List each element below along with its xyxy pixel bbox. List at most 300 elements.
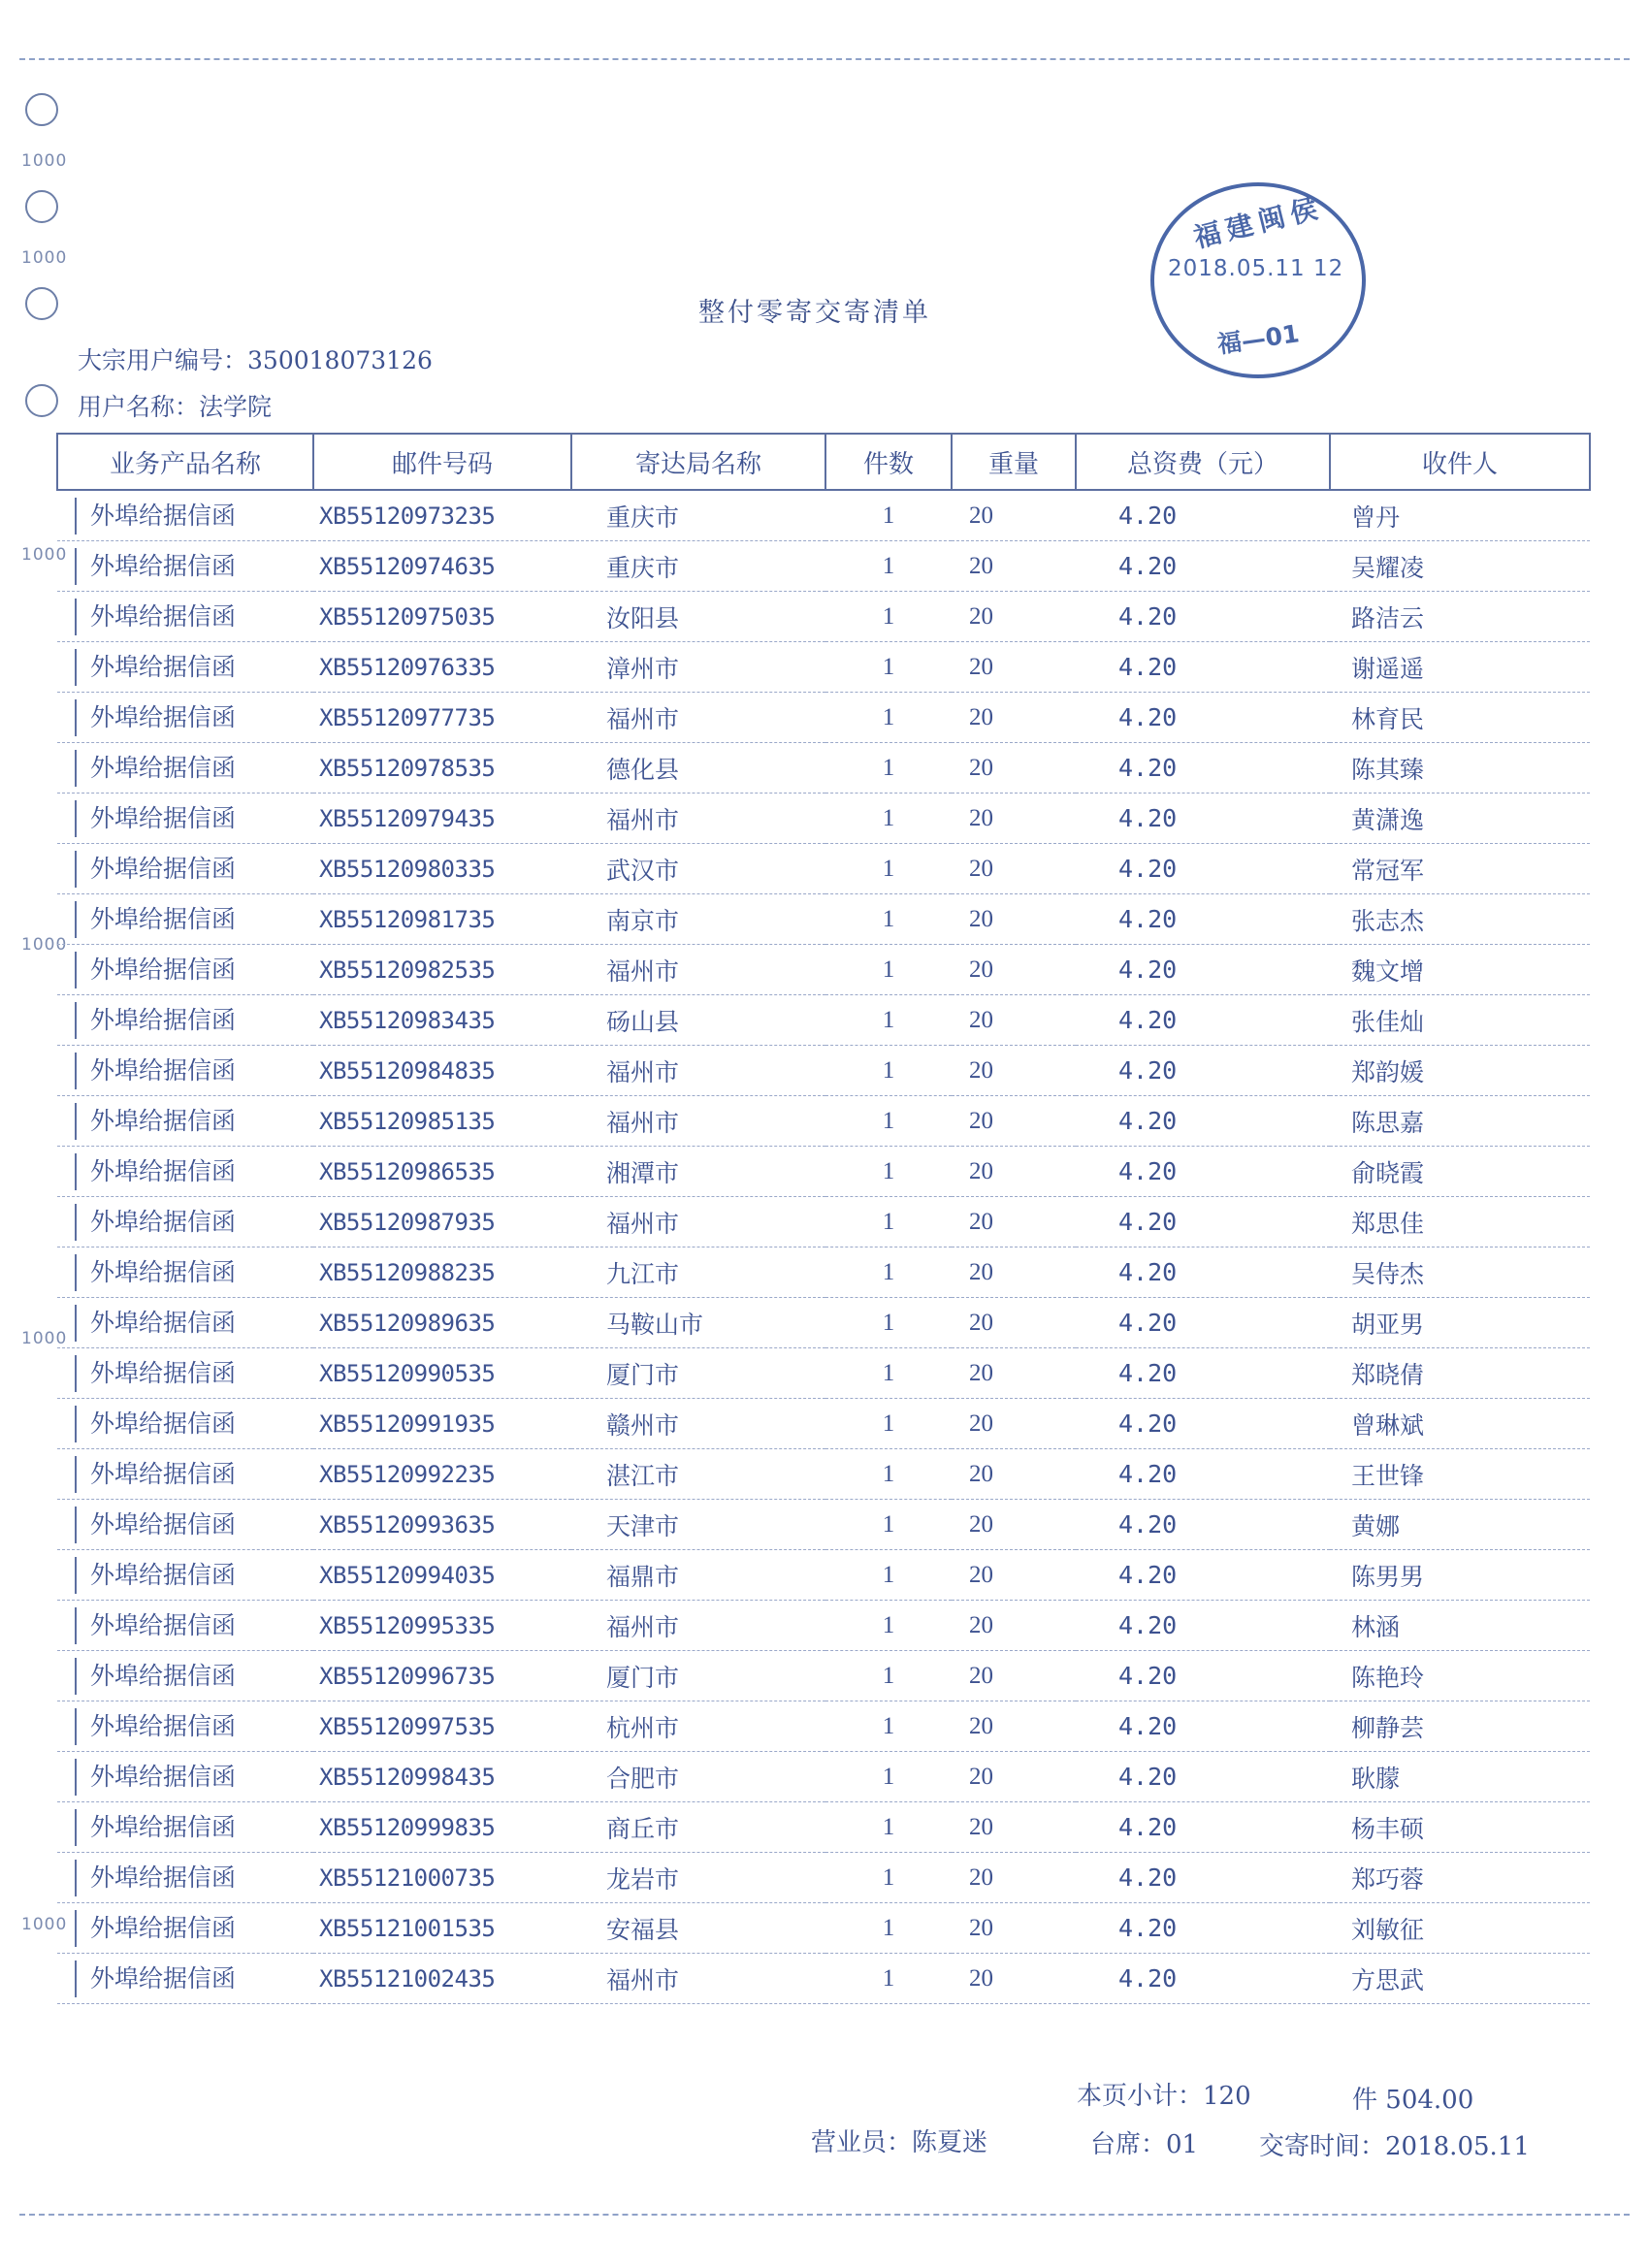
weight-cell: 20 — [952, 1449, 1076, 1500]
recipient-cell: 林涵 — [1330, 1601, 1590, 1651]
product-name-cell — [57, 1550, 313, 1601]
table-row — [57, 1903, 1590, 1954]
table-row — [57, 693, 1590, 743]
destination-cell: 重庆市 — [571, 541, 825, 592]
product-name-cell — [57, 1701, 313, 1752]
account-label: 大宗用户编号： — [78, 346, 248, 374]
pieces-cell: 1 — [825, 1802, 952, 1853]
weight-cell: 20 — [952, 995, 1076, 1046]
pieces-cell: 1 — [825, 794, 952, 844]
product-name-cell — [57, 995, 313, 1046]
postage-cell: 4.20 — [1076, 1500, 1330, 1550]
recipient-cell: 刘敏征 — [1330, 1903, 1590, 1954]
weight-cell: 20 — [952, 1298, 1076, 1348]
subtotal-count: 120 — [1203, 2082, 1251, 2111]
pieces-cell: 1 — [825, 592, 952, 642]
counter-info — [1090, 2124, 1198, 2160]
product-name-text: 外埠给据信函 — [75, 1607, 236, 1644]
table-row — [57, 945, 1590, 995]
table-row — [57, 995, 1590, 1046]
perforation-top — [19, 58, 1630, 60]
destination-cell: 重庆市 — [571, 490, 825, 541]
table-row — [57, 1550, 1590, 1601]
postage-cell: 4.20 — [1076, 592, 1330, 642]
destination-cell: 漳州市 — [571, 642, 825, 693]
clerk-value: 陈夏迷 — [912, 2128, 988, 2157]
postage-cell: 4.20 — [1076, 894, 1330, 945]
mail-number-cell: XB55120981735 — [313, 894, 571, 945]
column-header: 件数 — [825, 434, 952, 490]
postage-cell: 4.20 — [1076, 1601, 1330, 1651]
destination-cell: 赣州市 — [571, 1399, 825, 1449]
pieces-cell: 1 — [825, 945, 952, 995]
destination-cell: 武汉市 — [571, 844, 825, 894]
destination-cell: 汝阳县 — [571, 592, 825, 642]
postage-cell: 4.20 — [1076, 945, 1330, 995]
postmark-stamp — [1150, 182, 1366, 378]
product-name-cell — [57, 1046, 313, 1096]
product-name-text: 外埠给据信函 — [75, 498, 236, 535]
table-row — [57, 1046, 1590, 1096]
weight-cell: 20 — [952, 894, 1076, 945]
product-name-cell — [57, 1399, 313, 1449]
stamp-counter-text: 福—01 — [1215, 319, 1302, 359]
mail-number-cell: XB55120984835 — [313, 1046, 571, 1096]
product-name-cell — [57, 794, 313, 844]
recipient-cell: 魏文增 — [1330, 945, 1590, 995]
product-name-text: 外埠给据信函 — [75, 1355, 236, 1392]
weight-cell: 20 — [952, 1802, 1076, 1853]
user-name-line — [78, 388, 272, 423]
page-subtotal — [1077, 2076, 1251, 2112]
mail-number-cell: XB55120986535 — [313, 1147, 571, 1197]
postage-cell: 4.20 — [1076, 1701, 1330, 1752]
recipient-cell: 黄娜 — [1330, 1500, 1590, 1550]
account-number-line — [78, 341, 433, 376]
recipient-cell: 杨丰硕 — [1330, 1802, 1590, 1853]
pieces-cell: 1 — [825, 894, 952, 945]
clerk-label: 营业员： — [811, 2128, 913, 2157]
product-name-cell — [57, 894, 313, 945]
weight-cell: 20 — [952, 1197, 1076, 1247]
mail-number-cell: XB55120993635 — [313, 1500, 571, 1550]
weight-cell: 20 — [952, 945, 1076, 995]
product-name-text: 外埠给据信函 — [75, 1708, 236, 1745]
tractor-hole — [25, 93, 58, 126]
weight-cell: 20 — [952, 1601, 1076, 1651]
mail-number-cell: XB55120991935 — [313, 1399, 571, 1449]
product-name-cell — [57, 1853, 313, 1903]
tractor-hole — [25, 190, 58, 223]
destination-cell: 商丘市 — [571, 1802, 825, 1853]
mail-number-cell: XB55120974635 — [313, 541, 571, 592]
pieces-cell: 1 — [825, 1601, 952, 1651]
tractor-hole — [25, 384, 58, 417]
mail-number-cell: XB55120997535 — [313, 1701, 571, 1752]
mail-number-cell: XB55120978535 — [313, 743, 571, 794]
pieces-cell: 1 — [825, 995, 952, 1046]
table-row — [57, 1752, 1590, 1802]
recipient-cell: 曾丹 — [1330, 490, 1590, 541]
product-name-text: 外埠给据信函 — [75, 1305, 236, 1342]
weight-cell: 20 — [952, 541, 1076, 592]
recipient-cell: 胡亚男 — [1330, 1298, 1590, 1348]
pieces-cell: 1 — [825, 1096, 952, 1147]
pieces-cell: 1 — [825, 1550, 952, 1601]
weight-cell: 20 — [952, 1046, 1076, 1096]
postage-cell: 4.20 — [1076, 1449, 1330, 1500]
product-name-text: 外埠给据信函 — [75, 1809, 236, 1846]
destination-cell: 马鞍山市 — [571, 1298, 825, 1348]
margin-mark: 1000 — [21, 248, 68, 268]
pieces-cell: 1 — [825, 844, 952, 894]
mail-number-cell: XB55120987935 — [313, 1197, 571, 1247]
user-label: 用户名称： — [78, 393, 200, 421]
destination-cell: 福州市 — [571, 945, 825, 995]
postage-cell: 4.20 — [1076, 1399, 1330, 1449]
recipient-cell: 吴侍杰 — [1330, 1247, 1590, 1298]
clerk-info — [811, 2122, 987, 2158]
weight-cell: 20 — [952, 1096, 1076, 1147]
table-row — [57, 541, 1590, 592]
table-row — [57, 642, 1590, 693]
posting-time-label: 交寄时间： — [1259, 2132, 1386, 2161]
posting-time-info — [1259, 2126, 1530, 2162]
recipient-cell: 林育民 — [1330, 693, 1590, 743]
weight-cell: 20 — [952, 1500, 1076, 1550]
pieces-cell: 1 — [825, 1500, 952, 1550]
table-row — [57, 1348, 1590, 1399]
postage-cell: 4.20 — [1076, 541, 1330, 592]
tractor-hole — [25, 287, 58, 320]
postage-cell: 4.20 — [1076, 1651, 1330, 1701]
pieces-cell: 1 — [825, 1399, 952, 1449]
pieces-cell: 1 — [825, 1298, 952, 1348]
product-name-cell — [57, 1197, 313, 1247]
product-name-cell — [57, 1247, 313, 1298]
product-name-text: 外埠给据信函 — [75, 1860, 236, 1896]
pieces-cell: 1 — [825, 1147, 952, 1197]
recipient-cell: 陈其臻 — [1330, 743, 1590, 794]
mail-number-cell: XB55120985135 — [313, 1096, 571, 1147]
product-name-cell — [57, 1651, 313, 1701]
product-name-cell — [57, 1903, 313, 1954]
destination-cell: 合肥市 — [571, 1752, 825, 1802]
recipient-cell: 黄潇逸 — [1330, 794, 1590, 844]
destination-cell: 福州市 — [571, 1954, 825, 2004]
destination-cell: 福州市 — [571, 1096, 825, 1147]
postage-cell: 4.20 — [1076, 794, 1330, 844]
product-name-text: 外埠给据信函 — [75, 1557, 236, 1594]
recipient-cell: 陈思嘉 — [1330, 1096, 1590, 1147]
mail-items-table — [56, 433, 1591, 2004]
weight-cell: 20 — [952, 1701, 1076, 1752]
column-header: 总资费（元） — [1076, 434, 1330, 490]
table-row — [57, 1701, 1590, 1752]
table-row — [57, 1247, 1590, 1298]
weight-cell: 20 — [952, 490, 1076, 541]
weight-cell: 20 — [952, 1954, 1076, 2004]
user-value: 法学院 — [199, 393, 273, 421]
recipient-cell: 郑思佳 — [1330, 1197, 1590, 1247]
postage-cell: 4.20 — [1076, 1247, 1330, 1298]
weight-cell: 20 — [952, 844, 1076, 894]
weight-cell: 20 — [952, 693, 1076, 743]
column-header: 业务产品名称 — [57, 434, 313, 490]
recipient-cell: 耿朦 — [1330, 1752, 1590, 1802]
product-name-cell — [57, 945, 313, 995]
destination-cell: 龙岩市 — [571, 1853, 825, 1903]
product-name-cell — [57, 1449, 313, 1500]
postage-cell: 4.20 — [1076, 490, 1330, 541]
destination-cell: 九江市 — [571, 1247, 825, 1298]
pieces-cell: 1 — [825, 1903, 952, 1954]
table-row — [57, 1197, 1590, 1247]
product-name-text: 外埠给据信函 — [75, 1406, 236, 1442]
recipient-cell: 俞晓霞 — [1330, 1147, 1590, 1197]
postage-cell: 4.20 — [1076, 1348, 1330, 1399]
product-name-text: 外埠给据信函 — [75, 548, 236, 585]
table-row — [57, 894, 1590, 945]
mail-number-cell: XB55120989635 — [313, 1298, 571, 1348]
postage-cell: 4.20 — [1076, 642, 1330, 693]
column-header: 重量 — [952, 434, 1076, 490]
table-row — [57, 1651, 1590, 1701]
product-name-text: 外埠给据信函 — [75, 1254, 236, 1291]
recipient-cell: 吴耀凌 — [1330, 541, 1590, 592]
product-name-text: 外埠给据信函 — [75, 1759, 236, 1796]
mail-number-cell: XB55120973235 — [313, 490, 571, 541]
postage-cell: 4.20 — [1076, 743, 1330, 794]
mail-number-cell: XB55120992235 — [313, 1449, 571, 1500]
recipient-cell: 郑巧蓉 — [1330, 1853, 1590, 1903]
table-row — [57, 1298, 1590, 1348]
destination-cell: 德化县 — [571, 743, 825, 794]
mail-number-cell: XB55120999835 — [313, 1802, 571, 1853]
weight-cell: 20 — [952, 1147, 1076, 1197]
table-row — [57, 1096, 1590, 1147]
destination-cell: 砀山县 — [571, 995, 825, 1046]
table-row — [57, 1449, 1590, 1500]
product-name-text: 外埠给据信函 — [75, 1910, 236, 1947]
margin-mark: 1000 — [21, 1915, 68, 1934]
product-name-cell — [57, 1752, 313, 1802]
postage-cell: 4.20 — [1076, 1298, 1330, 1348]
mail-number-cell: XB55120988235 — [313, 1247, 571, 1298]
destination-cell: 福州市 — [571, 693, 825, 743]
margin-mark: 1000 — [21, 545, 68, 565]
pieces-cell: 1 — [825, 1954, 952, 2004]
product-name-cell — [57, 743, 313, 794]
product-name-cell — [57, 693, 313, 743]
mail-number-cell: XB55120995335 — [313, 1601, 571, 1651]
postage-cell: 4.20 — [1076, 995, 1330, 1046]
table-row — [57, 794, 1590, 844]
product-name-text: 外埠给据信函 — [75, 1658, 236, 1695]
mail-number-cell: XB55120998435 — [313, 1752, 571, 1802]
postage-cell: 4.20 — [1076, 1954, 1330, 2004]
table-row — [57, 490, 1590, 541]
recipient-cell: 陈男男 — [1330, 1550, 1590, 1601]
destination-cell: 杭州市 — [571, 1701, 825, 1752]
postage-cell: 4.20 — [1076, 1853, 1330, 1903]
product-name-text: 外埠给据信函 — [75, 599, 236, 635]
product-name-text: 外埠给据信函 — [75, 1960, 236, 1997]
postage-cell: 4.20 — [1076, 1147, 1330, 1197]
product-name-text: 外埠给据信函 — [75, 901, 236, 938]
product-name-cell — [57, 1298, 313, 1348]
postage-cell: 4.20 — [1076, 693, 1330, 743]
pieces-cell: 1 — [825, 1197, 952, 1247]
product-name-text: 外埠给据信函 — [75, 800, 236, 837]
product-name-cell — [57, 1601, 313, 1651]
pieces-cell: 1 — [825, 1752, 952, 1802]
product-name-cell — [57, 1802, 313, 1853]
destination-cell: 福鼎市 — [571, 1550, 825, 1601]
recipient-cell: 曾琳斌 — [1330, 1399, 1590, 1449]
destination-cell: 福州市 — [571, 1601, 825, 1651]
margin-mark: 1000 — [21, 1329, 68, 1348]
mail-number-cell: XB55120990535 — [313, 1348, 571, 1399]
stamp-office-text: 福建闽侯 — [1190, 190, 1327, 254]
counter-label: 台席： — [1090, 2130, 1167, 2159]
postage-cell: 4.20 — [1076, 1752, 1330, 1802]
product-name-text: 外埠给据信函 — [75, 1002, 236, 1039]
table-row — [57, 1954, 1590, 2004]
margin-mark: 1000 — [21, 935, 68, 955]
destination-cell: 福州市 — [571, 1197, 825, 1247]
postage-cell: 4.20 — [1076, 1550, 1330, 1601]
product-name-cell — [57, 592, 313, 642]
weight-cell: 20 — [952, 1247, 1076, 1298]
mail-number-cell: XB55121002435 — [313, 1954, 571, 2004]
pieces-cell: 1 — [825, 1046, 952, 1096]
postage-cell: 4.20 — [1076, 844, 1330, 894]
pieces-cell: 1 — [825, 490, 952, 541]
product-name-text: 外埠给据信函 — [75, 952, 236, 988]
recipient-cell: 王世锋 — [1330, 1449, 1590, 1500]
table-row — [57, 1802, 1590, 1853]
account-value: 350018073126 — [247, 346, 433, 374]
mail-number-cell: XB55120996735 — [313, 1651, 571, 1701]
product-name-text: 外埠给据信函 — [75, 1507, 236, 1543]
pieces-cell: 1 — [825, 1449, 952, 1500]
product-name-cell — [57, 1954, 313, 2004]
mail-number-cell: XB55120977735 — [313, 693, 571, 743]
pieces-cell: 1 — [825, 1651, 952, 1701]
postage-cell: 4.20 — [1076, 1903, 1330, 1954]
destination-cell: 厦门市 — [571, 1651, 825, 1701]
product-name-cell — [57, 1147, 313, 1197]
table-row — [57, 844, 1590, 894]
pieces-cell: 1 — [825, 541, 952, 592]
column-header: 寄达局名称 — [571, 434, 825, 490]
recipient-cell: 路洁云 — [1330, 592, 1590, 642]
recipient-cell: 张佳灿 — [1330, 995, 1590, 1046]
pieces-cell: 1 — [825, 743, 952, 794]
table-row — [57, 1853, 1590, 1903]
product-name-text: 外埠给据信函 — [75, 750, 236, 787]
table-row — [57, 1500, 1590, 1550]
recipient-cell: 郑韵媛 — [1330, 1046, 1590, 1096]
pieces-cell: 1 — [825, 642, 952, 693]
table-row — [57, 1601, 1590, 1651]
product-name-text: 外埠给据信函 — [75, 1053, 236, 1089]
product-name-text: 外埠给据信函 — [75, 1456, 236, 1493]
subtotal-amount-group — [1352, 2080, 1473, 2116]
column-header: 收件人 — [1330, 434, 1590, 490]
mail-number-cell: XB55120979435 — [313, 794, 571, 844]
column-header: 邮件号码 — [313, 434, 571, 490]
postage-cell: 4.20 — [1076, 1802, 1330, 1853]
weight-cell: 20 — [952, 592, 1076, 642]
margin-mark: 1000 — [21, 151, 68, 171]
product-name-cell — [57, 642, 313, 693]
weight-cell: 20 — [952, 743, 1076, 794]
weight-cell: 20 — [952, 1550, 1076, 1601]
table-row — [57, 1147, 1590, 1197]
weight-cell: 20 — [952, 1399, 1076, 1449]
weight-cell: 20 — [952, 1752, 1076, 1802]
product-name-cell — [57, 1348, 313, 1399]
recipient-cell: 张志杰 — [1330, 894, 1590, 945]
weight-cell: 20 — [952, 642, 1076, 693]
table-header-row — [57, 434, 1590, 490]
destination-cell: 南京市 — [571, 894, 825, 945]
product-name-cell — [57, 541, 313, 592]
mail-number-cell: XB55120975035 — [313, 592, 571, 642]
table-row — [57, 743, 1590, 794]
mail-number-cell: XB55121001535 — [313, 1903, 571, 1954]
product-name-text: 外埠给据信函 — [75, 1153, 236, 1190]
destination-cell: 福州市 — [571, 794, 825, 844]
mail-number-cell: XB55120982535 — [313, 945, 571, 995]
destination-cell: 安福县 — [571, 1903, 825, 1954]
product-name-text: 外埠给据信函 — [75, 699, 236, 736]
product-name-cell — [57, 490, 313, 541]
pieces-cell: 1 — [825, 1247, 952, 1298]
subtotal-label: 本页小计： — [1077, 2082, 1204, 2111]
recipient-cell: 柳静芸 — [1330, 1701, 1590, 1752]
subtotal-unit: 件 — [1352, 2086, 1378, 2115]
mail-number-cell: XB55120983435 — [313, 995, 571, 1046]
product-name-text: 外埠给据信函 — [75, 851, 236, 888]
postage-cell: 4.20 — [1076, 1046, 1330, 1096]
table-row — [57, 1399, 1590, 1449]
destination-cell: 天津市 — [571, 1500, 825, 1550]
recipient-cell: 陈艳玲 — [1330, 1651, 1590, 1701]
counter-value: 01 — [1166, 2130, 1199, 2159]
weight-cell: 20 — [952, 794, 1076, 844]
recipient-cell: 常冠军 — [1330, 844, 1590, 894]
mail-number-cell: XB55120980335 — [313, 844, 571, 894]
posting-time-value: 2018.05.11 — [1385, 2132, 1530, 2161]
document-title: 整付零寄交寄清单 — [698, 298, 931, 328]
postage-cell: 4.20 — [1076, 1096, 1330, 1147]
destination-cell: 福州市 — [571, 1046, 825, 1096]
postage-cell: 4.20 — [1076, 1197, 1330, 1247]
recipient-cell: 方思武 — [1330, 1954, 1590, 2004]
product-name-cell — [57, 844, 313, 894]
weight-cell: 20 — [952, 1903, 1076, 1954]
weight-cell: 20 — [952, 1853, 1076, 1903]
mail-number-cell: XB55120976335 — [313, 642, 571, 693]
table-row — [57, 592, 1590, 642]
perforation-bottom — [19, 2214, 1630, 2216]
mail-number-cell: XB55120994035 — [313, 1550, 571, 1601]
pieces-cell: 1 — [825, 693, 952, 743]
stamp-date-text: 2018.05.11 12 — [1168, 256, 1344, 281]
